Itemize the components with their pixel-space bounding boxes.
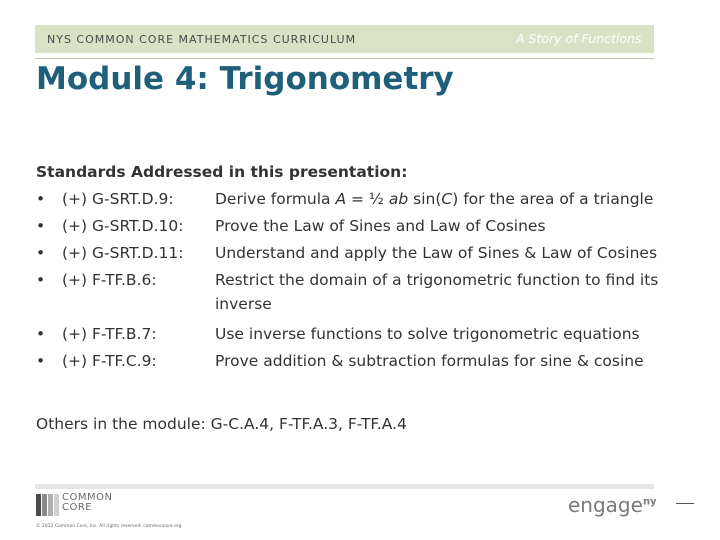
series-label: A Story of Functions	[516, 31, 642, 46]
standard-item	[36, 186, 696, 213]
bullet: •	[36, 271, 46, 289]
other-standards: Others in the module: G-C.A.4, F-TF.A.3, F-TF.A.4	[36, 415, 407, 433]
standards-heading: Standards Addressed in this presentation:	[36, 163, 408, 181]
header-divider	[35, 58, 654, 59]
page-title: Module 4: Trigonometry	[36, 61, 454, 97]
logo-bars-icon	[36, 494, 60, 516]
footer-rule	[676, 503, 694, 504]
standard-code: (+) F-TF.B.6:	[62, 271, 157, 289]
footer-divider	[35, 484, 654, 489]
standard-code: (+) F-TF.C.9:	[62, 352, 157, 370]
bullet: •	[36, 190, 46, 208]
standard-code: (+) F-TF.B.7:	[62, 325, 157, 343]
standard-code: (+) G-SRT.D.11:	[62, 244, 184, 262]
bullet: •	[36, 325, 46, 343]
standard-description: Use inverse functions to solve trigonometric equations	[215, 325, 640, 343]
standard-description: Prove the Law of Sines and Law of Cosines	[215, 217, 546, 235]
standard-item	[36, 213, 696, 240]
logo-text: COMMON CORE	[62, 492, 113, 513]
standard-description: Restrict the domain of a trigonometric function to find its inverse	[215, 271, 659, 313]
standard-code: (+) G-SRT.D.9:	[62, 190, 174, 208]
bullet: •	[36, 217, 46, 235]
standard-item	[36, 321, 696, 348]
standard-item	[36, 240, 696, 267]
standards-section	[36, 158, 696, 375]
standard-description: Prove addition & subtraction formulas for sine & cosine	[215, 352, 644, 370]
standard-description: Derive formula A = ½ ab sin(C) for the area of a triangle	[215, 190, 654, 208]
bullet: •	[36, 244, 46, 262]
copyright-notice: © 2012 Common Core, Inc. All rights reserved. commoncore.org	[36, 524, 182, 529]
common-core-logo	[36, 492, 113, 516]
bullet: •	[36, 352, 46, 370]
standard-item	[36, 348, 696, 375]
standard-description: Understand and apply the Law of Sines & Law of Cosines	[215, 244, 658, 262]
curriculum-label: NYS COMMON CORE MATHEMATICS CURRICULUM	[47, 33, 357, 46]
engageny-logo: engage$^{ny}$	[568, 493, 657, 517]
standard-item	[36, 267, 696, 321]
standard-code: (+) G-SRT.D.10:	[62, 217, 184, 235]
